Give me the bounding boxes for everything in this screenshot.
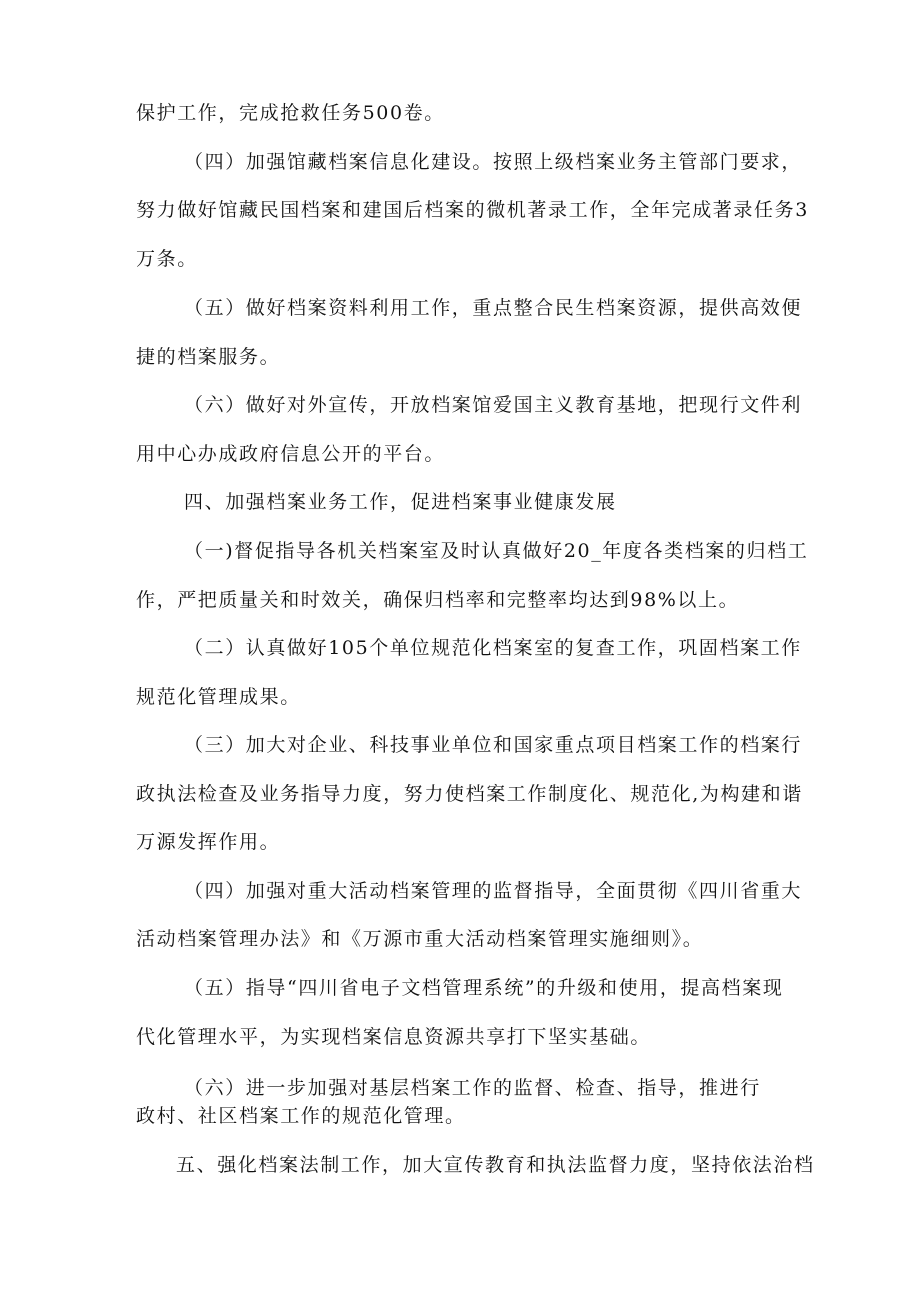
text-line: （三）加大对企业、科技事业单位和国家重点项目档案工作的档案行 — [184, 734, 803, 756]
text-line: 万源发挥作用。 — [136, 831, 281, 853]
text-line: 政村、社区档案工作的规范化管理。 — [136, 1105, 466, 1127]
text-line: 代化管理水平，为实现档案信息资源共享打下坚实基础。 — [136, 1026, 652, 1048]
text-line: （四）加强馆藏档案信息化建设。按照上级档案业务主管部门要求， — [184, 151, 803, 173]
text-line: 政执法检查及业务指导力度，努力使档案工作制度化、规范化,为构建和谐 — [136, 783, 803, 805]
text-line: 保护工作，完成抢救任务500卷。 — [136, 102, 445, 124]
text-line: （六）做好对外宣传，开放档案馆爱国主义教育基地，把现行文件利 — [184, 394, 803, 416]
section-heading: 五、强化档案法制工作，加大宣传教育和执法监督力度，坚持依法治档 — [176, 1154, 815, 1176]
text-line: （五）做好档案资料利用工作，重点整合民生档案资源，提供高效便 — [184, 297, 803, 319]
text-line: 万条。 — [136, 248, 198, 270]
text-line: （五）指导“四川省电子文档管理系统”的升级和使用，提高档案现 — [184, 977, 784, 999]
text-line: （四）加强对重大活动档案管理的监督指导，全面贯彻《四川省重大 — [184, 880, 803, 902]
text-line: 努力做好馆藏民国档案和建国后档案的微机著录工作，全年完成著录任务3 — [136, 199, 809, 221]
text-line: （一)督促指导各机关档案室及时认真做好20_年度各类档案的归档工 — [184, 540, 809, 562]
text-line: 作，严把质量关和时效关，确保归档率和完整率均达到98%以上。 — [136, 589, 740, 611]
text-line: 捷的档案服务。 — [136, 346, 281, 368]
text-line: 用中心办成政府信息公开的平台。 — [136, 443, 446, 465]
text-line: （二）认真做好105个单位规范化档案室的复查工作，巩固档案工作 — [184, 637, 802, 659]
text-line: 活动档案管理办法》和《万源市重大活动档案管理实施细则》。 — [136, 928, 704, 950]
text-line: 规范化管理成果。 — [136, 686, 301, 708]
section-heading: 四、加强档案业务工作，促进档案事业健康发展 — [184, 491, 617, 513]
text-line: （六）进一步加强对基层档案工作的监督、检查、指导，推进行 — [184, 1077, 761, 1099]
